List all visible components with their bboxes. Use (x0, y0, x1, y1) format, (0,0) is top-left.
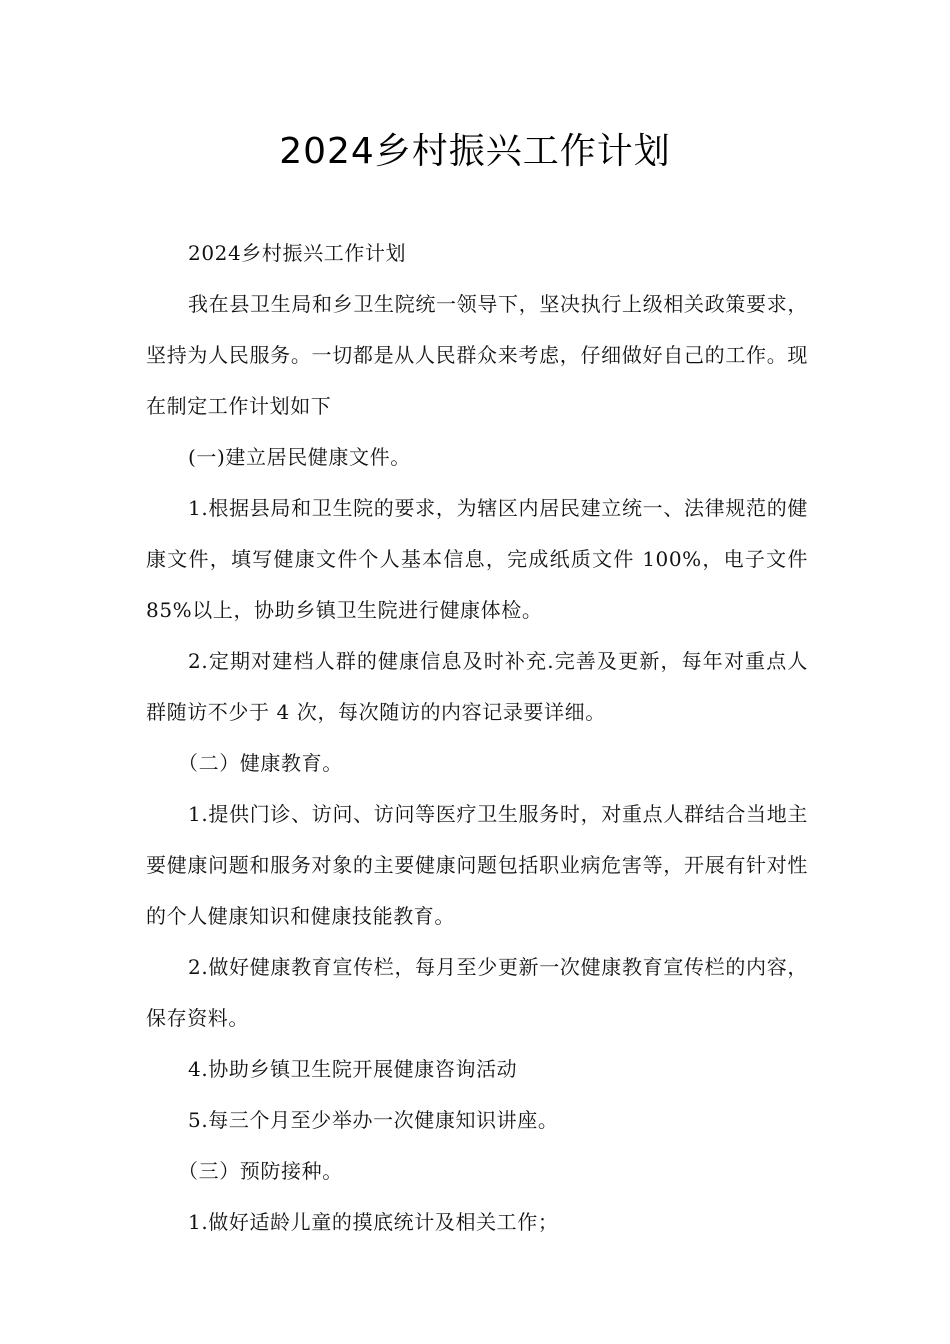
paragraph-item: 4.协助乡镇卫生院开展健康咨询活动 (188, 1057, 518, 1081)
paragraph-subtitle: 2024乡村振兴工作计划 (188, 241, 407, 265)
paragraph-item: 5.每三个月至少举办一次健康知识讲座。 (188, 1108, 559, 1132)
paragraph-item: 2.做好健康教育宣传栏，每月至少更新一次健康教育宣传栏的内容，保存资料。 (146, 955, 808, 1030)
section-heading-1: (一)建立居民健康文件。 (188, 445, 411, 469)
paragraph-intro: 我在县卫生局和乡卫生院统一领导下，坚决执行上级相关政策要求，坚持为人民服务。一切都是从人民群众来考虑，仔细做好自己的工作。现在制定工作计划如下 (146, 292, 808, 418)
document-body (146, 228, 808, 1248)
paragraph-item: 1.提供门诊、访问、访问等医疗卫生服务时，对重点人群结合当地主要健康问题和服务对象的主要健康问题包括职业病危害等，开展有针对性的个人健康知识和健康技能教育。 (146, 802, 808, 928)
paragraph-item: 1.根据县局和卫生院的要求，为辖区内居民建立统一、法律规范的健康文件，填写健康文件个人基本信息，完成纸质文件 100%，电子文件 85%以上，协助乡镇卫生院进行健康体检。 (146, 496, 808, 622)
section-heading-2: （二）健康教育。 (178, 751, 343, 775)
section-heading-3: （三）预防接种。 (178, 1159, 343, 1183)
document-title: 2024乡村振兴工作计划 (279, 131, 671, 172)
paragraph-item: 2.定期对建档人群的健康信息及时补充.完善及更新，每年对重点人群随访不少于 4 次，每次随访的内容记录要详细。 (146, 649, 808, 724)
paragraph-item: 1.做好适龄儿童的摸底统计及相关工作； (188, 1210, 559, 1234)
